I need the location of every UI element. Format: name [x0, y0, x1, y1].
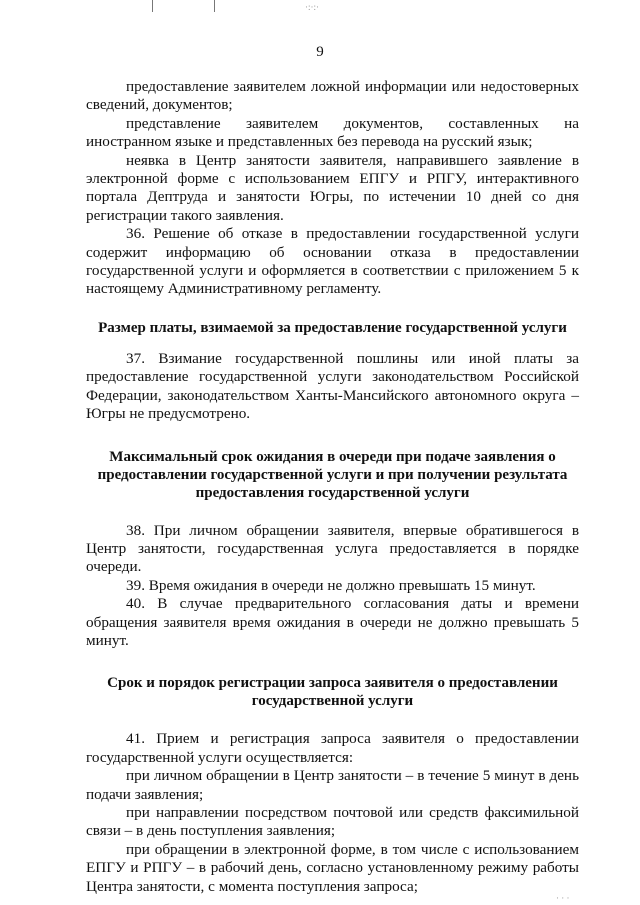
paragraph: 38. При личном обращении заявителя, впервые обратившегося в Центр занятости, государственная услуга предоставляется в порядке очереди. — [86, 521, 579, 576]
scan-artifact: · · · — [556, 893, 570, 903]
paragraph: при направлении посредством почтовой или средств факсимильной связи – в день поступления заявления; — [86, 803, 579, 840]
scan-artifact: ·:·:· — [305, 2, 319, 12]
paragraph: 36. Решение об отказе в предоставлении государственной услуги содержит информацию об основании отказа в предоставлении государственной услуги и оформляется в соответствии с приложением 5 к настоящему Административному регламенту. — [86, 225, 579, 298]
document-body — [86, 78, 579, 896]
paragraph: 40. В случае предварительного согласования даты и времени обращения заявителя время ожидания в очереди не должно превышать 5 минут. — [86, 595, 579, 649]
scan-artifact — [152, 0, 153, 12]
section-heading: Срок и порядок регистрации запроса заявителя о предоставлении государственной услуги — [107, 675, 558, 710]
paragraph: неявка в Центр занятости заявителя, направившего заявление в электронной форме с использованием ЕПГУ и РПГУ, интерактивного портала Дептруда и занятости Югры, по истечении 10 дней со дня регистрации такого заявления. — [86, 151, 579, 224]
section-heading: Максимальный срок ожидания в очереди при подаче заявления о предоставлении государственной услуги и при получении результата предоставления государственной услуги — [97, 448, 568, 501]
paragraph: 39. Время ожидания в очереди не должно превышать 15 минут. — [126, 576, 536, 594]
section-heading: Размер платы, взимаемой за предоставление государственной услуги — [98, 319, 567, 336]
paragraph: 41. Прием и регистрация запроса заявителя о предоставлении государственной услуги осуществляется: — [86, 730, 579, 766]
page-number: 9 — [316, 44, 324, 60]
paragraph: предоставление заявителем ложной информации или недостоверных сведений, документов; — [86, 78, 579, 114]
paragraph: при личном обращении в Центр занятости – в течение 5 минут в день подачи заявления; — [86, 767, 579, 803]
paragraph: представление заявителем документов, составленных на иностранном языке и представленных без перевода на русский язык; — [86, 114, 579, 151]
paragraph: при обращении в электронной форме, в том числе с использованием ЕПГУ и РПГУ – в рабочий день, согласно установленному режиму работы Центра занятости, с момента поступления запроса; — [86, 840, 579, 895]
paragraph: 37. Взимание государственной пошлины или иной платы за предоставление государственной услуги законодательством Российской Федерации, законодательством Ханты-Мансийского автономного округа – Югры не предусмотрено. — [86, 349, 579, 423]
scan-artifact — [214, 0, 215, 12]
